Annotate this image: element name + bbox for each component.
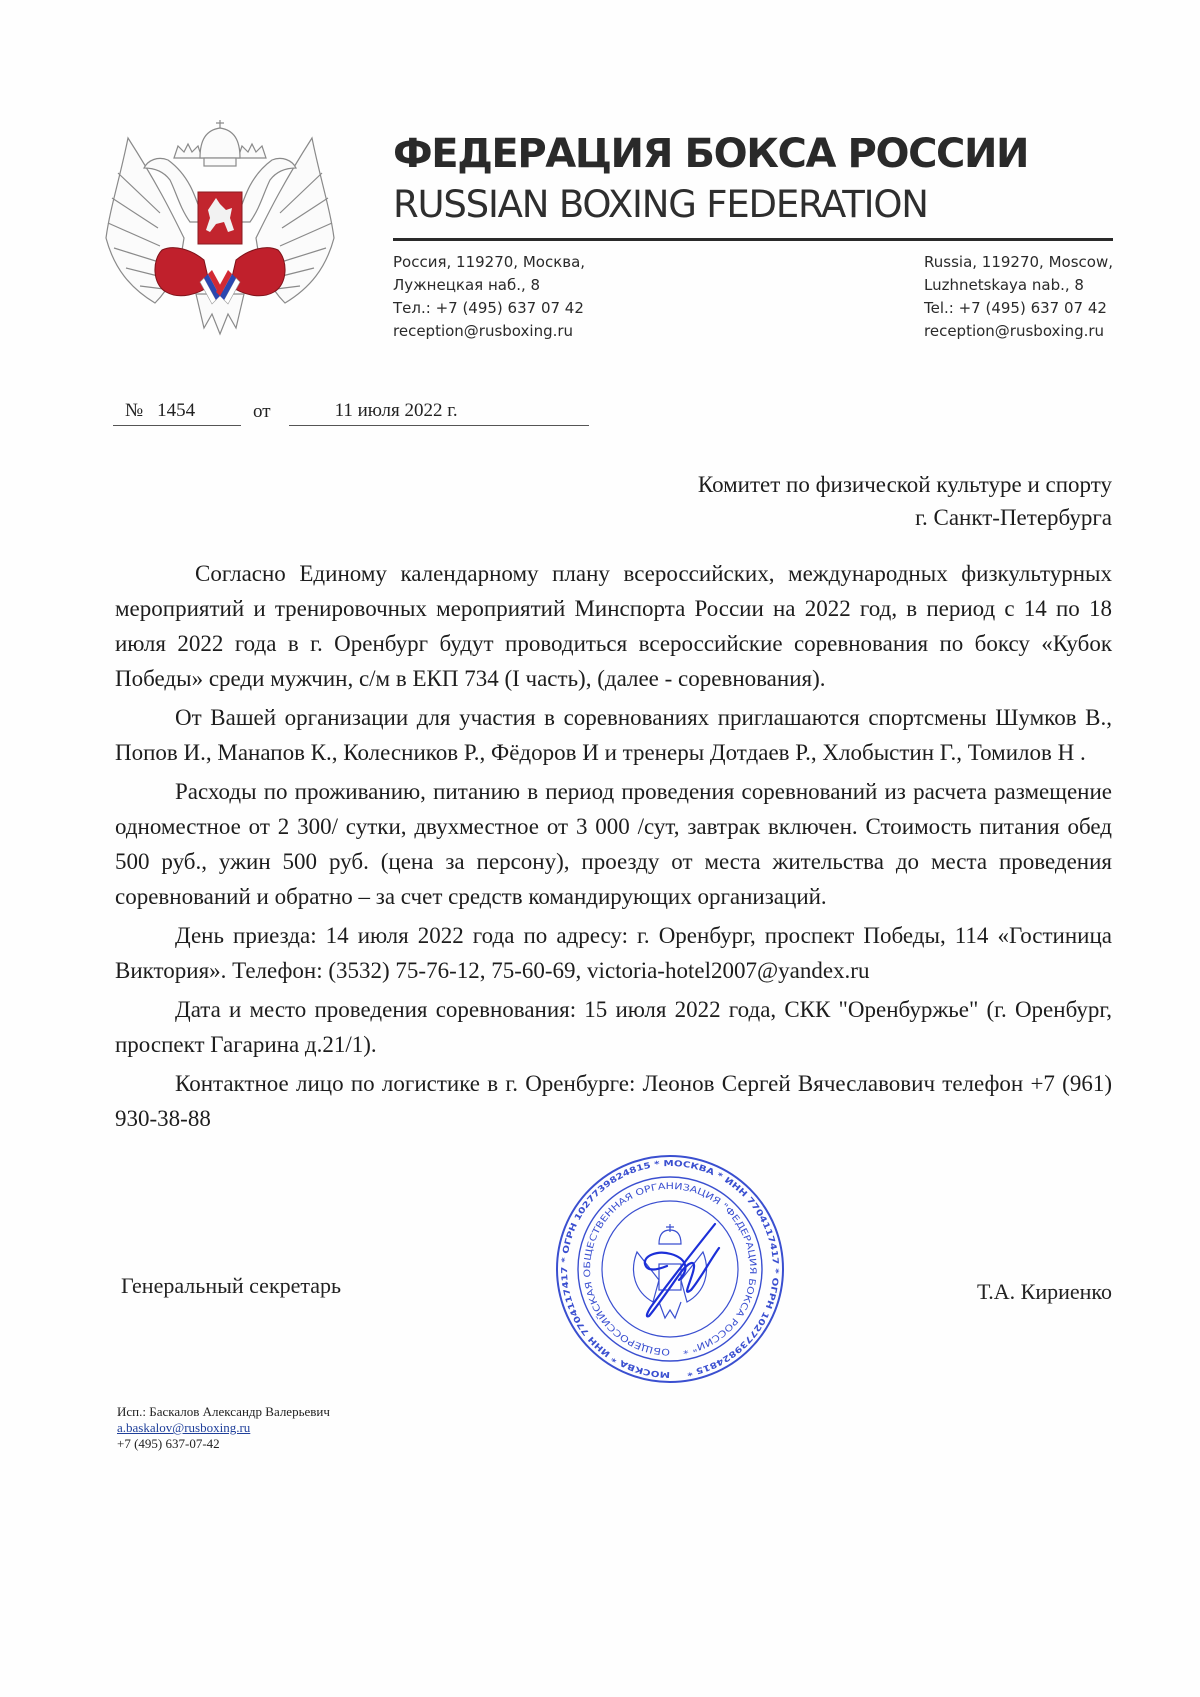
addressee-line: Комитет по физической культуре и спорту: [697, 472, 1112, 497]
body-paragraph: Контактное лицо по логистике в г. Оренбурге: Леонов Сергей Вячеславович телефон +7 (961) 930-38-88: [115, 1071, 1112, 1131]
ref-number: 1454: [157, 400, 196, 421]
address-row: [393, 251, 1113, 343]
address-block-ru: [393, 251, 585, 343]
executor-email-link[interactable]: a.baskalov@rusboxing.ru: [117, 1420, 251, 1435]
signatory-name: Т.А. Кириенко: [977, 1279, 1112, 1304]
body-paragraph: От Вашей организации для участия в соревнованиях приглашаются спортсмены Шумков В., Попов И., Манапов К., Колесников Р., Фёдоров И и тренеры Дотдаев Р., Хлобыстин Г., Томилов Н .: [115, 705, 1112, 765]
org-block: [393, 128, 1113, 343]
addressee: [115, 468, 1112, 534]
stamp-inner-ring: [578, 1177, 762, 1361]
addressee-line: г. Санкт-Петербурга: [915, 505, 1112, 530]
ref-from-label: от: [253, 401, 271, 422]
executor-name: Исп.: Баскалов Александр Валерьевич: [117, 1404, 330, 1419]
address-ru-line: Лужнецкая наб., 8: [393, 276, 541, 294]
stamp-inner-textpath: ОБЩЕРОССИЙСКАЯ ОБЩЕСТВЕННАЯ ОРГАНИЗАЦИЯ "ФЕДЕРАЦИЯ БОКСА РОССИИ" *: [582, 1181, 758, 1357]
signatory-title: Генеральный секретарь: [121, 1273, 342, 1298]
body-paragraph: Дата и место проведения соревнования: 15 июля 2022 года, СКК "Оренбуржье" (г. Оренбург, проспект Гагарина д.21/1).: [115, 997, 1112, 1057]
executor-phone: +7 (495) 637-07-42: [117, 1436, 220, 1451]
stamp-inner-text: [583, 1182, 757, 1356]
address-block-en: [924, 251, 1113, 343]
org-name-ru: ФЕДЕРАЦИЯ БОКСА РОССИИ: [393, 131, 1029, 177]
official-stamp-with-signature: [555, 1154, 785, 1384]
ref-number-field: [113, 400, 241, 426]
stamp-center-ring: [602, 1201, 738, 1337]
letterhead: [0, 0, 1200, 370]
address-en-line: Luzhnetskaya nab., 8: [924, 276, 1084, 294]
executor-block: [117, 1404, 1112, 1452]
signature-block: [115, 1154, 1112, 1384]
address-en-line: Russia, 119270, Moscow,: [924, 253, 1113, 271]
letter-content: [0, 370, 1200, 1512]
header-divider: [393, 238, 1113, 241]
handwritten-signature: [645, 1224, 719, 1316]
letter-body: [115, 556, 1112, 1136]
address-en-phone: Tel.: +7 (495) 637 07 42: [924, 299, 1107, 317]
body-paragraph: Расходы по проживанию, питанию в период проведения соревнований из расчета размещение одноместное от 2 300/ сутки, двухместное от 3 000 /сут, завтрак включен. Стоимость питания обед 500 руб., ужин 500 руб. (цена за персону), проезду от места жительства до места проведения соревнований и обратно – за счет средств командирующих организаций.: [115, 779, 1112, 909]
stamp-eagle-icon: [634, 1224, 707, 1318]
address-ru-phone: Тел.: +7 (495) 637 07 42: [393, 299, 584, 317]
body-paragraph: День приезда: 14 июля 2022 года по адресу: г. Оренбург, проспект Победы, 114 «Гостиница Виктория». Телефон: (3532) 75-76-12, 75-60-69, victoria-hotel2007@yandex.ru: [115, 923, 1112, 983]
stamp-outer-textpath: МОСКВА * ИНН 7704117417 * ОГРН 1027739824815 * МОСКВА * ИНН 7704117417 * ОГРН 1027739824815 *: [559, 1157, 782, 1381]
reference-line: [113, 400, 1112, 426]
body-paragraph: Согласно Единому календарному плану всероссийских, международных физкультурных мероприятий и тренировочных мероприятий Минспорта России на 2022 год, в период с 14 по 18 июля 2022 года в г. Оренбург будут проводиться всероссийские соревнования по боксу «Кубок Победы» среди мужчин, с/м в ЕКП 734 (I часть), (далее - соревнования).: [115, 561, 1112, 691]
address-en-email: reception@rusboxing.ru: [924, 322, 1105, 340]
ref-number-label: №: [125, 400, 144, 421]
address-ru-email: reception@rusboxing.ru: [393, 322, 574, 340]
address-ru-line: Россия, 119270, Москва,: [393, 253, 586, 271]
federation-emblem-icon: [100, 118, 340, 340]
org-name-en: RUSSIAN BOXING FEDERATION: [393, 183, 928, 226]
ref-date: 11 июля 2022 г.: [289, 400, 589, 426]
